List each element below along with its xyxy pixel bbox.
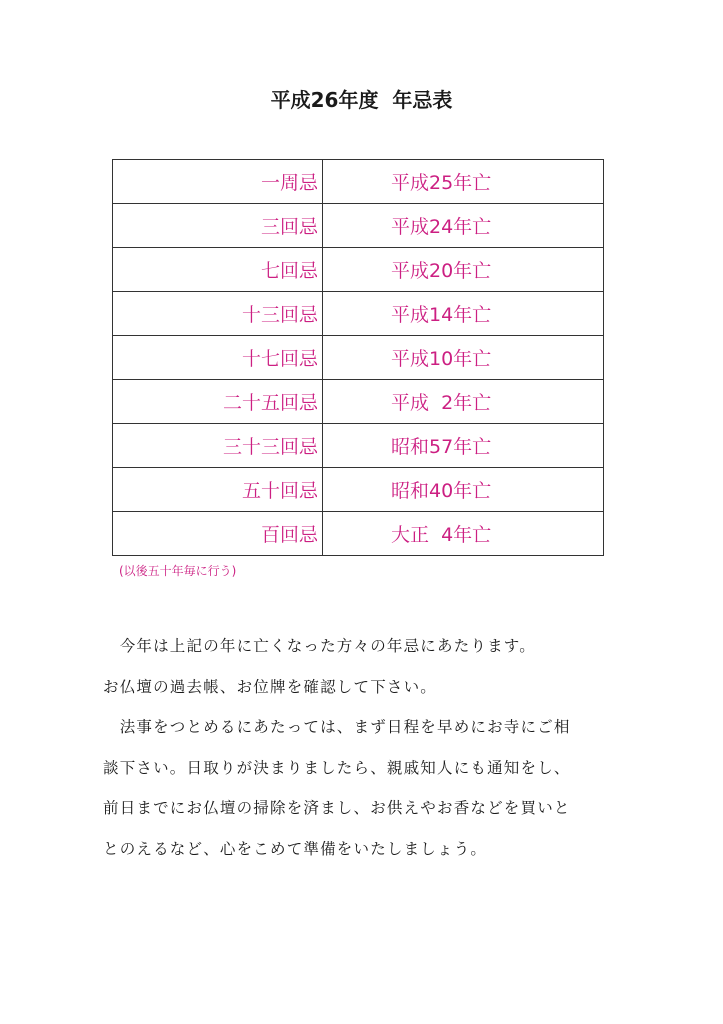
death-year-cell: 平成14年亡 [323, 292, 604, 336]
table-row [113, 424, 604, 468]
memorial-name-cell: 七回忌 [113, 248, 323, 292]
death-year-cell: 平成10年亡 [323, 336, 604, 380]
death-year-cell: 昭和40年亡 [323, 468, 604, 512]
table-row [113, 160, 604, 204]
death-year-cell: 平成20年亡 [323, 248, 604, 292]
death-year-cell: 平成25年亡 [323, 160, 604, 204]
table-row [113, 468, 604, 512]
memorial-year-table [112, 159, 604, 556]
table-row [113, 380, 604, 424]
table-footnote: (以後五十年毎に行う) [119, 564, 237, 578]
memorial-name-cell: 百回忌 [113, 512, 323, 556]
body-line: 法事をつとめるにあたっては、まず日程を早めにお寺にご相 [103, 718, 571, 736]
body-line: とのえるなど、心をこめて準備をいたしましょう。 [103, 839, 488, 858]
body-line: 前日までにお仏壇の掃除を済まし、お供えやお香などを買いと [103, 799, 571, 817]
table-row [113, 204, 604, 248]
body-line: 談下さい。日取りが決まりましたら、親戚知人にも通知をし、 [103, 758, 571, 777]
table-row [113, 512, 604, 556]
memorial-name-cell: 十七回忌 [113, 336, 323, 380]
memorial-name-cell: 三十三回忌 [113, 424, 323, 468]
memorial-name-cell: 五十回忌 [113, 468, 323, 512]
memorial-name-cell: 三回忌 [113, 204, 323, 248]
page-title: 平成26年度 年忌表 [270, 88, 453, 112]
body-line: お仏壇の過去帳、お位牌を確認して下さい。 [103, 677, 438, 696]
death-year-cell: 平成24年亡 [323, 204, 604, 248]
memorial-name-cell: 二十五回忌 [113, 380, 323, 424]
body-paragraph [103, 626, 613, 869]
table-row [113, 248, 604, 292]
death-year-cell: 平成 2年亡 [323, 380, 604, 424]
death-year-cell: 大正 4年亡 [323, 512, 604, 556]
memorial-name-cell: 一周忌 [113, 160, 323, 204]
table-row [113, 292, 604, 336]
table-row [113, 336, 604, 380]
body-line: 今年は上記の年に亡くなった方々の年忌にあたります。 [103, 637, 536, 655]
memorial-name-cell: 十三回忌 [113, 292, 323, 336]
death-year-cell: 昭和57年亡 [323, 424, 604, 468]
